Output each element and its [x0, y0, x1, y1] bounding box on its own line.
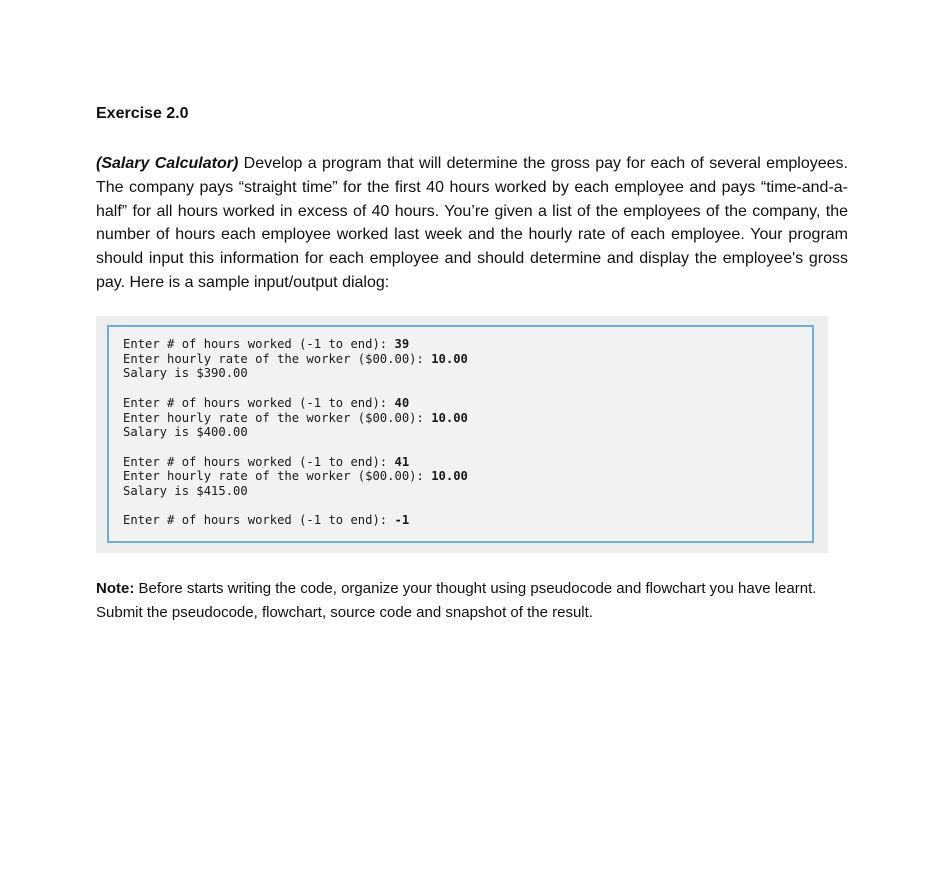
- rate-input-value: 10.00: [431, 351, 468, 366]
- hours-line: [123, 337, 812, 352]
- hours-input-value: 41: [394, 454, 410, 469]
- salary-line: Salary is $415.00: [123, 484, 248, 498]
- exercise-title: Exercise 2.0: [96, 105, 189, 122]
- salary-line: Salary is $390.00: [123, 366, 248, 381]
- problem-body: Develop a program that will determine the gross pay for each of several employees. The company pays “straight time” for the first 40 hours worked by each employee and pays “time-and-a-half” for all hours worked in excess of 40 hours. You’re given a list of the employees of the company, the number of hours each employee worked last week and the hourly rate of each employee. Your program should input this information for each employee and should determine and display the employee's gross pay. Here is a sample input/output dialog:: [96, 155, 848, 291]
- dialog-block-1: [123, 337, 812, 381]
- hours-line: [123, 455, 812, 470]
- sample-console: [107, 325, 814, 543]
- final-hours-value: -1: [394, 513, 410, 528]
- rate-prompt: Enter hourly rate of the worker ($00.00):: [123, 469, 432, 484]
- dialog-block-3: [123, 455, 812, 499]
- salary-line: Salary is $400.00: [123, 425, 248, 440]
- hours-input-value: 40: [394, 395, 410, 410]
- rate-line: [123, 411, 812, 426]
- hours-line: [123, 396, 812, 411]
- problem-statement: [96, 152, 848, 295]
- rate-line: [123, 352, 812, 367]
- sample-dialog-frame: [96, 316, 828, 553]
- note-label: Note:: [96, 580, 135, 597]
- dialog-block-2: [123, 396, 812, 440]
- hours-prompt: Enter # of hours worked (-1 to end):: [123, 395, 395, 410]
- rate-prompt: Enter hourly rate of the worker ($00.00):: [123, 351, 432, 366]
- rate-input-value: 10.00: [431, 410, 468, 425]
- hours-prompt: Enter # of hours worked (-1 to end):: [123, 337, 395, 351]
- rate-input-value: 10.00: [431, 469, 468, 484]
- hours-input-value: 39: [394, 337, 410, 351]
- rate-line: [123, 469, 812, 484]
- submission-note: [96, 577, 841, 624]
- final-hours-prompt: Enter # of hours worked (-1 to end):: [123, 513, 395, 528]
- hours-prompt: Enter # of hours worked (-1 to end):: [123, 454, 395, 469]
- problem-lead: (Salary Calculator): [96, 155, 239, 172]
- rate-prompt: Enter hourly rate of the worker ($00.00):: [123, 410, 432, 425]
- note-body: Before starts writing the code, organize your thought using pseudocode and flowchart you have learnt. Submit the pseudocode, flowchart, source code and snapshot of the result.: [96, 580, 817, 621]
- final-hours-line: [123, 513, 812, 528]
